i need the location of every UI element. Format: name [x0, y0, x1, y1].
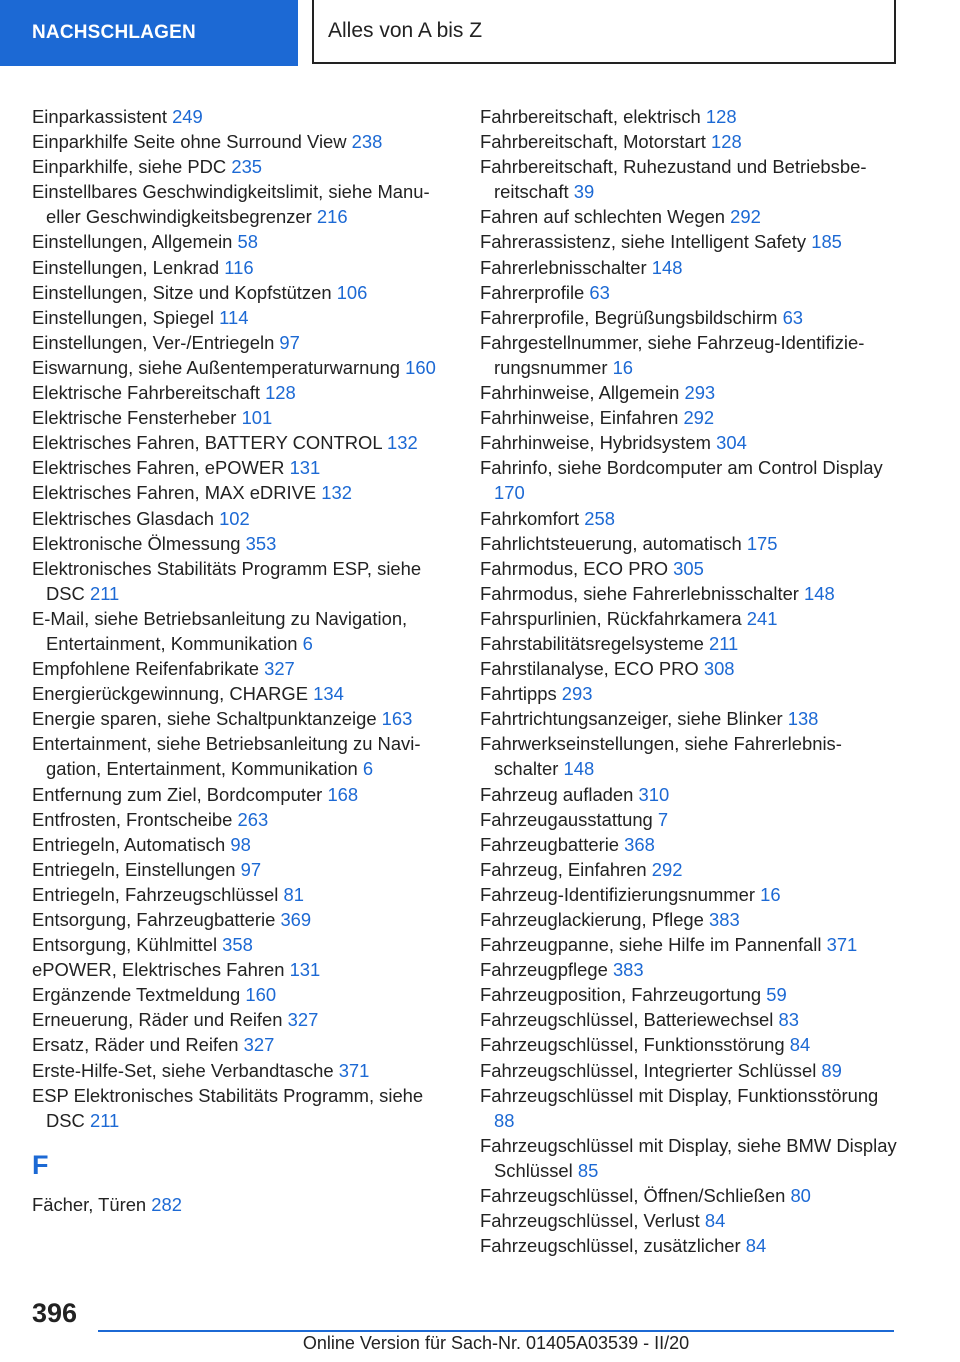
index-list-left-f	[32, 1192, 452, 1217]
index-entry	[32, 104, 452, 129]
index-entry	[480, 330, 900, 380]
index-term: Fahrbereitschaft, elektrisch	[480, 106, 701, 127]
page-reference-link[interactable]: 383	[612, 959, 644, 981]
page-reference-link[interactable]: 102	[219, 507, 250, 529]
index-term: Fahrinfo, siehe Bordcomputer am Control Display	[480, 457, 883, 479]
index-term: Erste-Hilfe-Set, siehe Verbandtasche	[32, 1059, 334, 1081]
page-reference-link[interactable]: 238	[351, 131, 383, 153]
index-entry	[480, 1032, 900, 1057]
index-term: Fahrspurlinien, Rückfahrkamera	[480, 607, 742, 629]
index-term: Elektronische Ölmessung	[32, 532, 241, 554]
index-term: Fahrerprofile, Begrüßungsbildschirm	[480, 306, 778, 328]
index-term: Eiswarnung, siehe Außentemperaturwarnung	[32, 356, 401, 378]
index-entry	[32, 255, 452, 280]
page-reference-link[interactable]: 368	[624, 833, 655, 855]
index-term: Fahrzeugschlüssel mit Display, Funktionsstörung	[480, 1084, 879, 1106]
index-term: Fahrstabilitätsregelsysteme	[480, 632, 704, 654]
index-term: Entriegeln, Automatisch	[32, 833, 226, 855]
page-reference-link[interactable]: 327	[287, 1009, 319, 1031]
index-entry	[32, 1007, 452, 1032]
page-reference-link[interactable]: 293	[561, 683, 593, 705]
index-term: Einstellungen, Spiegel	[32, 306, 214, 328]
page-reference-link[interactable]: 114	[219, 306, 249, 328]
index-term: Elektrisches Fahren, ePOWER	[32, 457, 285, 479]
page-reference-link[interactable]: 292	[730, 206, 761, 228]
index-entry	[480, 1133, 900, 1183]
index-entry	[480, 631, 900, 656]
index-entry	[32, 405, 452, 430]
index-entry	[32, 706, 452, 731]
index-term: Fahrhinweise, Einfahren	[480, 407, 679, 429]
page-reference-link[interactable]: 175	[746, 532, 778, 554]
page-reference-link[interactable]: 249	[172, 106, 203, 127]
page-reference-link[interactable]: 97	[240, 858, 262, 880]
index-entry	[480, 731, 900, 781]
index-entry	[480, 957, 900, 982]
page-header	[0, 0, 960, 66]
page-reference-link[interactable]: 132	[387, 432, 418, 454]
index-entry	[480, 1208, 900, 1233]
page-reference-link[interactable]: 131	[289, 959, 321, 981]
page-reference-link[interactable]: 185	[811, 231, 842, 253]
index-entry	[32, 154, 452, 179]
index-term: Fahrzeugposition, Fahrzeugortung	[480, 984, 762, 1006]
index-entry	[32, 957, 452, 982]
index-list-right	[480, 104, 900, 1258]
index-term: Ersatz, Räder und Reifen	[32, 1034, 239, 1056]
index-term: Fahrmodus, siehe Fahrerlebnisschalter	[480, 582, 799, 604]
index-entry	[480, 907, 900, 932]
index-term: Entsorgung, Kühlmittel	[32, 934, 218, 956]
index-term: Einstellbares Geschwindigkeitslimit, siehe Manueller Geschwindigkeitsbegrenzer	[32, 181, 430, 228]
index-entry	[480, 154, 900, 204]
index-term: Entfernung zum Ziel, Bordcomputer	[32, 783, 323, 805]
index-term: Fahrzeugschlüssel, Batteriewechsel	[480, 1009, 774, 1031]
index-term: E-Mail, siehe Betriebsanleitung zu Navigation, Entertainment, Kommunikation	[32, 607, 408, 654]
page-reference-link[interactable]: 63	[589, 281, 610, 303]
page-reference-link[interactable]: 39	[573, 181, 595, 203]
page-reference-link[interactable]: 371	[826, 934, 858, 956]
index-term: Energierückgewinnung, CHARGE	[32, 683, 308, 705]
index-column-left	[32, 104, 452, 1217]
page-reference-link[interactable]: 168	[327, 783, 359, 805]
index-term: Fahrtipps	[480, 683, 557, 705]
index-entry	[480, 932, 900, 957]
index-entry	[480, 531, 900, 556]
page-reference-link[interactable]: 116	[224, 256, 254, 278]
index-entry	[480, 455, 900, 505]
index-term: Fahrhinweise, Allgemein	[480, 382, 680, 404]
index-term: Fahrlichtsteuerung, automatisch	[480, 532, 742, 554]
index-entry	[480, 129, 900, 154]
index-term: Fahrbereitschaft, Ruhezustand und Betriebsbereitschaft	[480, 156, 867, 203]
index-term: Fahrerprofile	[480, 281, 585, 303]
index-term: Einstellungen, Ver-/Entriegeln	[32, 331, 275, 353]
index-entry	[480, 1058, 900, 1083]
index-entry	[480, 1183, 900, 1208]
index-entry	[480, 807, 900, 832]
index-entry	[32, 1058, 452, 1083]
page-reference-link[interactable]: 97	[279, 331, 300, 353]
page-reference-link[interactable]: 134	[313, 683, 344, 705]
index-entry	[32, 179, 452, 229]
page-reference-link[interactable]: 241	[746, 607, 778, 629]
letter-heading: F	[32, 1149, 49, 1180]
index-entry	[480, 229, 900, 254]
index-term: Elektrische Fahrbereitschaft	[32, 382, 260, 404]
page-reference-link[interactable]: 258	[584, 507, 615, 529]
index-term: Elektronisches Stabilitäts Programm ESP, siehe DSC	[32, 557, 422, 604]
page-reference-link[interactable]: 106	[336, 281, 368, 303]
index-term: Fahren auf schlechten Wegen	[480, 206, 726, 228]
index-entry	[480, 255, 900, 280]
page-reference-link[interactable]: 132	[321, 482, 352, 504]
index-term: Fahrzeugschlüssel, zusätzlicher	[480, 1235, 741, 1257]
page-reference-link[interactable]: 6	[302, 632, 313, 654]
index-entry	[480, 556, 900, 581]
index-term: Elektrisches Glasdach	[32, 507, 214, 529]
index-entry	[32, 882, 452, 907]
index-entry	[32, 380, 452, 405]
index-entry	[480, 1233, 900, 1258]
index-entry	[480, 656, 900, 681]
index-term: Fahrzeug aufladen	[480, 783, 634, 805]
page-reference-link[interactable]: 81	[283, 883, 304, 905]
index-entry	[32, 681, 452, 706]
index-entry	[32, 531, 452, 556]
index-entry	[32, 129, 452, 154]
page-reference-link[interactable]: 216	[316, 206, 348, 228]
section-tab: NACHSCHLAGEN	[0, 0, 298, 66]
page-reference-link[interactable]: 327	[243, 1034, 275, 1056]
page-reference-link[interactable]: 16	[612, 356, 634, 378]
index-term: Fahrwerkseinstellungen, siehe Fahrerlebnisschalter	[480, 733, 842, 780]
index-entry	[480, 1007, 900, 1032]
page-reference-link[interactable]: 128	[711, 131, 742, 153]
footer-divider	[98, 1330, 894, 1332]
index-term: Fahrzeug-Identifizierungsnummer	[480, 883, 755, 905]
index-entry	[32, 782, 452, 807]
index-entry	[32, 606, 452, 656]
index-term: Fahrmodus, ECO PRO	[480, 557, 669, 579]
index-term: Energie sparen, siehe Schaltpunktanzeige	[32, 708, 377, 730]
index-entry	[32, 907, 452, 932]
index-list-left	[32, 104, 452, 1133]
page-reference-link[interactable]: 101	[241, 407, 273, 429]
page-reference-link[interactable]: 353	[245, 532, 277, 554]
page-reference-link[interactable]: 292	[683, 407, 715, 429]
index-entry	[480, 405, 900, 430]
index-term: Ergänzende Textmeldung	[32, 984, 241, 1006]
index-term: Fahrbereitschaft, Motorstart	[480, 131, 706, 153]
index-term: Fahrzeugausstattung	[480, 808, 653, 830]
index-term: Fahrzeugpanne, siehe Hilfe im Pannenfall	[480, 934, 822, 956]
index-entry	[32, 305, 452, 330]
page-reference-link[interactable]: 128	[705, 106, 737, 127]
index-entry	[480, 280, 900, 305]
page-reference-link[interactable]: 371	[338, 1059, 370, 1081]
index-term: Fahrerassistenz, siehe Intelligent Safety	[480, 231, 807, 253]
page-reference-link[interactable]: 211	[89, 582, 120, 604]
page-reference-link[interactable]: 148	[804, 582, 835, 604]
page-reference-link[interactable]: 84	[789, 1034, 811, 1056]
index-term: Entfrosten, Frontscheibe	[32, 808, 233, 830]
page-reference-link[interactable]: 7	[657, 808, 669, 830]
page-reference-link[interactable]: 84	[745, 1235, 767, 1257]
page-reference-link[interactable]: 235	[231, 156, 263, 178]
index-entry	[480, 606, 900, 631]
index-entry	[32, 556, 452, 606]
index-term: ESP Elektronisches Stabilitäts Programm, siehe DSC	[32, 1084, 424, 1131]
page-reference-link[interactable]: 160	[405, 356, 436, 378]
page-reference-link[interactable]: 327	[264, 658, 295, 680]
page-reference-link[interactable]: 308	[703, 658, 735, 680]
index-entry	[480, 104, 900, 129]
index-term: Fahrkomfort	[480, 507, 580, 529]
page-reference-link[interactable]: 84	[704, 1210, 726, 1232]
page-reference-link[interactable]: 89	[821, 1059, 842, 1081]
index-entry	[32, 480, 452, 505]
index-term: Fahrzeugschlüssel, Verlust	[480, 1210, 700, 1232]
page-reference-link[interactable]: 63	[782, 306, 804, 328]
page-reference-link[interactable]: 83	[778, 1009, 799, 1031]
page-reference-link[interactable]: 6	[362, 758, 374, 780]
index-entry	[32, 731, 452, 781]
index-entry	[32, 932, 452, 957]
index-entry	[480, 1083, 900, 1133]
index-entry	[32, 1083, 452, 1133]
index-term: Erneuerung, Räder und Reifen	[32, 1009, 283, 1031]
page-reference-link[interactable]: 98	[230, 833, 251, 855]
page-reference-link[interactable]: 128	[265, 382, 296, 404]
page-reference-link[interactable]: 85	[577, 1159, 599, 1181]
index-term: Fahrzeugschlüssel, Funktionsstörung	[480, 1034, 785, 1056]
index-column-right	[480, 104, 900, 1258]
index-term: Fahrzeugschlüssel, Integrierter Schlüssel	[480, 1059, 817, 1081]
index-term: Empfohlene Reifenfabrikate	[32, 658, 259, 680]
index-entry	[480, 882, 900, 907]
index-term: Elektrische Fensterheber	[32, 407, 237, 429]
index-entry	[32, 229, 452, 254]
index-term: Fahrzeug, Einfahren	[480, 858, 647, 880]
index-entry	[480, 380, 900, 405]
index-term: Entertainment, siehe Betriebsanleitung zu Navigation, Entertainment, Kommunikation	[32, 733, 421, 780]
page-reference-link[interactable]: 170	[494, 482, 525, 504]
index-entry	[480, 782, 900, 807]
index-term: Fahrtrichtungsanzeiger, siehe Blinker	[480, 708, 783, 730]
page-reference-link[interactable]: 292	[651, 858, 683, 880]
page-reference-link[interactable]: 305	[673, 557, 704, 579]
index-term: Fahrzeugpflege	[480, 959, 608, 981]
index-entry	[480, 706, 900, 731]
index-term: Fahrgestellnummer, siehe Fahrzeug-Identifizierungsnummer	[480, 331, 865, 378]
footer-version-text: Online Version für Sach-Nr. 01405A03539 - II/20	[302, 1333, 690, 1353]
page-reference-link[interactable]: 80	[790, 1185, 811, 1207]
index-entry	[480, 832, 900, 857]
index-entry	[32, 807, 452, 832]
page-reference-link[interactable]: 383	[709, 909, 740, 930]
page-reference-link[interactable]: 293	[684, 382, 716, 404]
index-term: Fächer, Türen	[32, 1193, 147, 1215]
page-reference-link[interactable]: 263	[237, 808, 269, 830]
page-reference-link[interactable]: 88	[494, 1109, 515, 1131]
index-entry	[32, 506, 452, 531]
page-reference-link[interactable]: 369	[280, 909, 312, 930]
page-reference-link[interactable]: 148	[563, 758, 595, 780]
index-term: ePOWER, Elektrisches Fahren	[32, 959, 285, 981]
index-term: Einstellungen, Lenkrad	[32, 256, 220, 278]
index-entry	[32, 1032, 452, 1057]
index-term: Fahrzeugschlüssel, Öffnen/Schließen	[480, 1185, 786, 1207]
page-reference-link[interactable]: 304	[716, 432, 747, 454]
index-term: Entsorgung, Fahrzeugbatterie	[32, 909, 276, 930]
index-entry	[32, 355, 452, 380]
index-entry	[480, 506, 900, 531]
page-reference-link[interactable]: 211	[89, 1109, 120, 1131]
index-term: Einstellungen, Allgemein	[32, 231, 233, 253]
page-reference-link[interactable]: 131	[289, 457, 321, 479]
index-entry	[32, 982, 452, 1007]
index-entry	[32, 656, 452, 681]
index-entry	[480, 305, 900, 330]
index-term: Entriegeln, Einstellungen	[32, 858, 236, 880]
index-entry	[32, 280, 452, 305]
index-entry	[32, 832, 452, 857]
page-reference-link[interactable]: 148	[651, 256, 683, 278]
page-number: 396	[32, 1298, 78, 1328]
index-term: Fahrzeugbatterie	[480, 833, 620, 855]
index-term: Fahrzeugschlüssel mit Display, siehe BMW Display Schlüssel	[480, 1134, 897, 1181]
index-entry	[480, 857, 900, 882]
page-reference-link[interactable]: 163	[381, 708, 413, 730]
page-reference-link[interactable]: 16	[760, 883, 781, 905]
index-entry	[480, 581, 900, 606]
index-term: Elektrisches Fahren, BATTERY CONTROL	[32, 432, 382, 454]
chapter-title: Alles von A bis Z	[312, 0, 896, 64]
page-reference-link[interactable]: 282	[151, 1193, 182, 1215]
index-term: Einstellungen, Sitze und Kopfstützen	[32, 281, 332, 303]
page-reference-link[interactable]: 59	[766, 984, 787, 1006]
index-term: Elektrisches Fahren, MAX eDRIVE	[32, 482, 317, 504]
page-reference-link[interactable]: 160	[245, 984, 277, 1006]
page-reference-link[interactable]: 211	[708, 632, 739, 654]
page-reference-link[interactable]: 310	[638, 783, 670, 805]
index-entry	[32, 857, 452, 882]
index-term: Einparkhilfe Seite ohne Surround View	[32, 131, 347, 153]
index-entry	[480, 430, 900, 455]
index-term: Einparkassistent	[32, 106, 167, 127]
index-entry	[480, 204, 900, 229]
index-term: Fahrstilanalyse, ECO PRO	[480, 658, 699, 680]
page-reference-link[interactable]: 58	[237, 231, 258, 253]
index-term: Fahrerlebnisschalter	[480, 256, 647, 278]
index-entry	[480, 982, 900, 1007]
index-entry	[32, 330, 452, 355]
index-term: Fahrzeuglackierung, Pflege	[480, 909, 704, 930]
index-term: Einparkhilfe, siehe PDC	[32, 156, 227, 178]
page-reference-link[interactable]: 358	[222, 934, 253, 956]
page-reference-link[interactable]: 138	[787, 708, 819, 730]
index-entry	[32, 1192, 452, 1217]
index-entry	[32, 430, 452, 455]
index-entry	[32, 455, 452, 480]
index-entry	[480, 681, 900, 706]
index-term: Fahrhinweise, Hybridsystem	[480, 432, 711, 454]
index-term: Entriegeln, Fahrzeugschlüssel	[32, 883, 279, 905]
